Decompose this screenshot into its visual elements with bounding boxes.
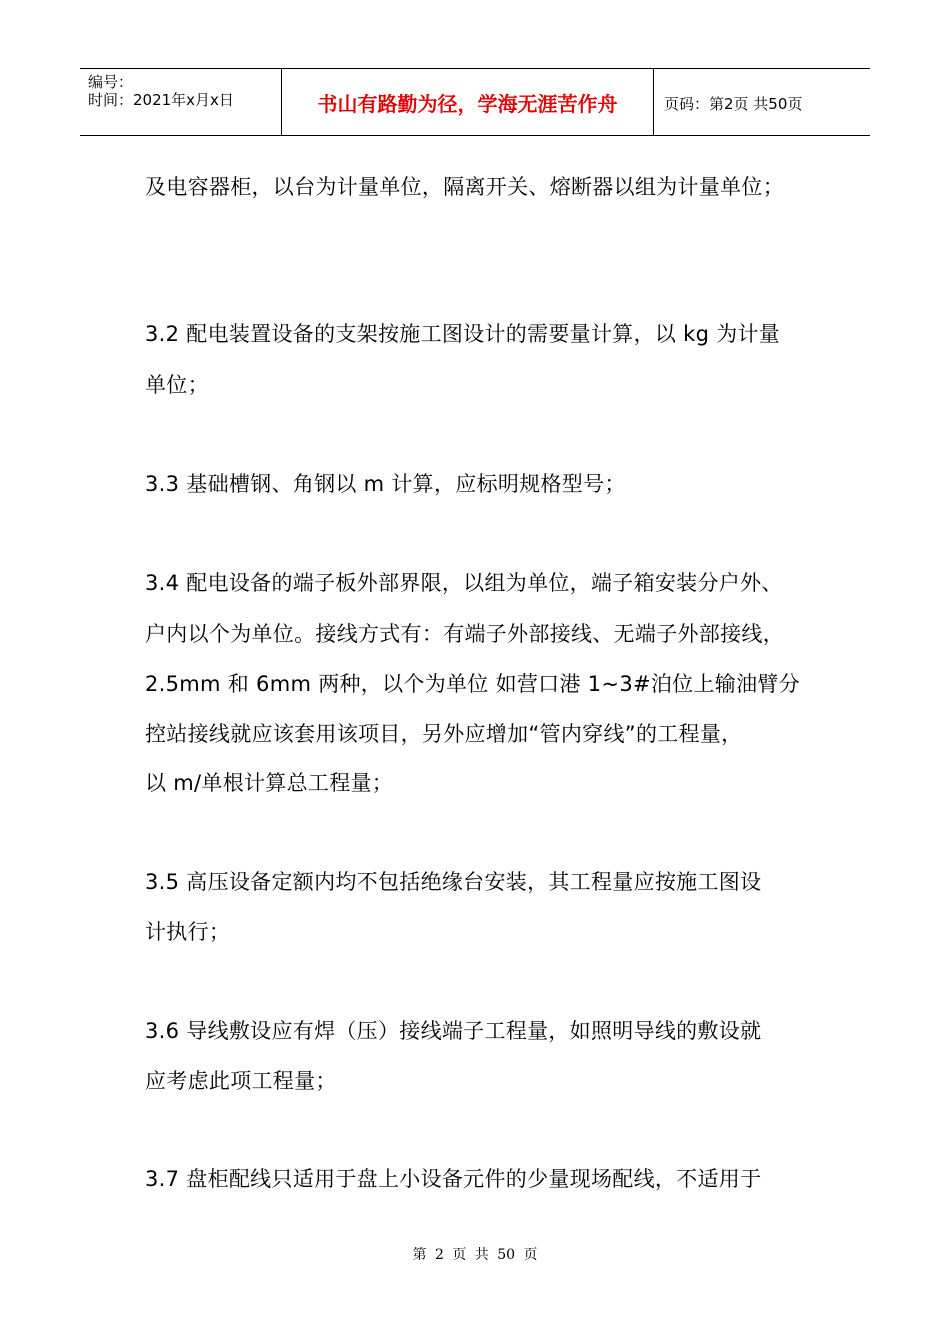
body-line: 3.5 高压设备定额内均不包括绝缘台安装，其工程量应按施工图设 <box>145 870 762 894</box>
header-page-cell <box>654 69 870 135</box>
document-id-label: 编号： <box>88 73 134 91</box>
body-line: 3.3 基础槽钢、角钢以 m 计算，应标明规格型号； <box>145 472 626 496</box>
body-line: 3.4 配电设备的端子板外部界限，以组为单位，端子箱安装分户外、 <box>145 571 783 595</box>
body-line: 计执行； <box>145 920 231 944</box>
page-footer: 第 2 页 共 50 页 <box>412 1247 538 1263</box>
header-page-info: 页码：第2页 共50页 <box>664 95 803 113</box>
page-header <box>80 68 870 136</box>
header-motto-cell <box>282 69 654 135</box>
body-line: 2.5mm 和 6mm 两种，以个为单位 如营口港 1~3#泊位上输油臂分 <box>145 672 800 696</box>
body-line: 单位； <box>145 373 209 397</box>
body-line: 3.2 配电装置设备的支架按施工图设计的需要量计算，以 kg 为计量 <box>145 322 781 346</box>
body-line: 及电容器柜，以台为计量单位，隔离开关、熔断器以组为计量单位； <box>145 175 784 199</box>
document-date-label: 时间：2021年x月x日 <box>88 91 234 109</box>
body-line: 应考虑此项工程量； <box>145 1069 337 1093</box>
body-line: 3.7 盘柜配线只适用于盘上小设备元件的少量现场配线，不适用于 <box>145 1167 762 1191</box>
body-line: 户内以个为单位。接线方式有：有端子外部接线、无端子外部接线， <box>145 622 784 646</box>
body-line: 3.6 导线敷设应有焊（压）接线端子工程量，如照明导线的敷设就 <box>145 1019 762 1043</box>
header-motto: 书山有路勤为径，学海无涯苦作舟 <box>317 92 618 116</box>
body-line: 以 m/单根计算总工程量； <box>145 771 394 795</box>
body-line: 控站接线就应该套用该项目，另外应增加“管内穿线”的工程量， <box>145 722 743 746</box>
header-meta-cell <box>80 69 282 135</box>
